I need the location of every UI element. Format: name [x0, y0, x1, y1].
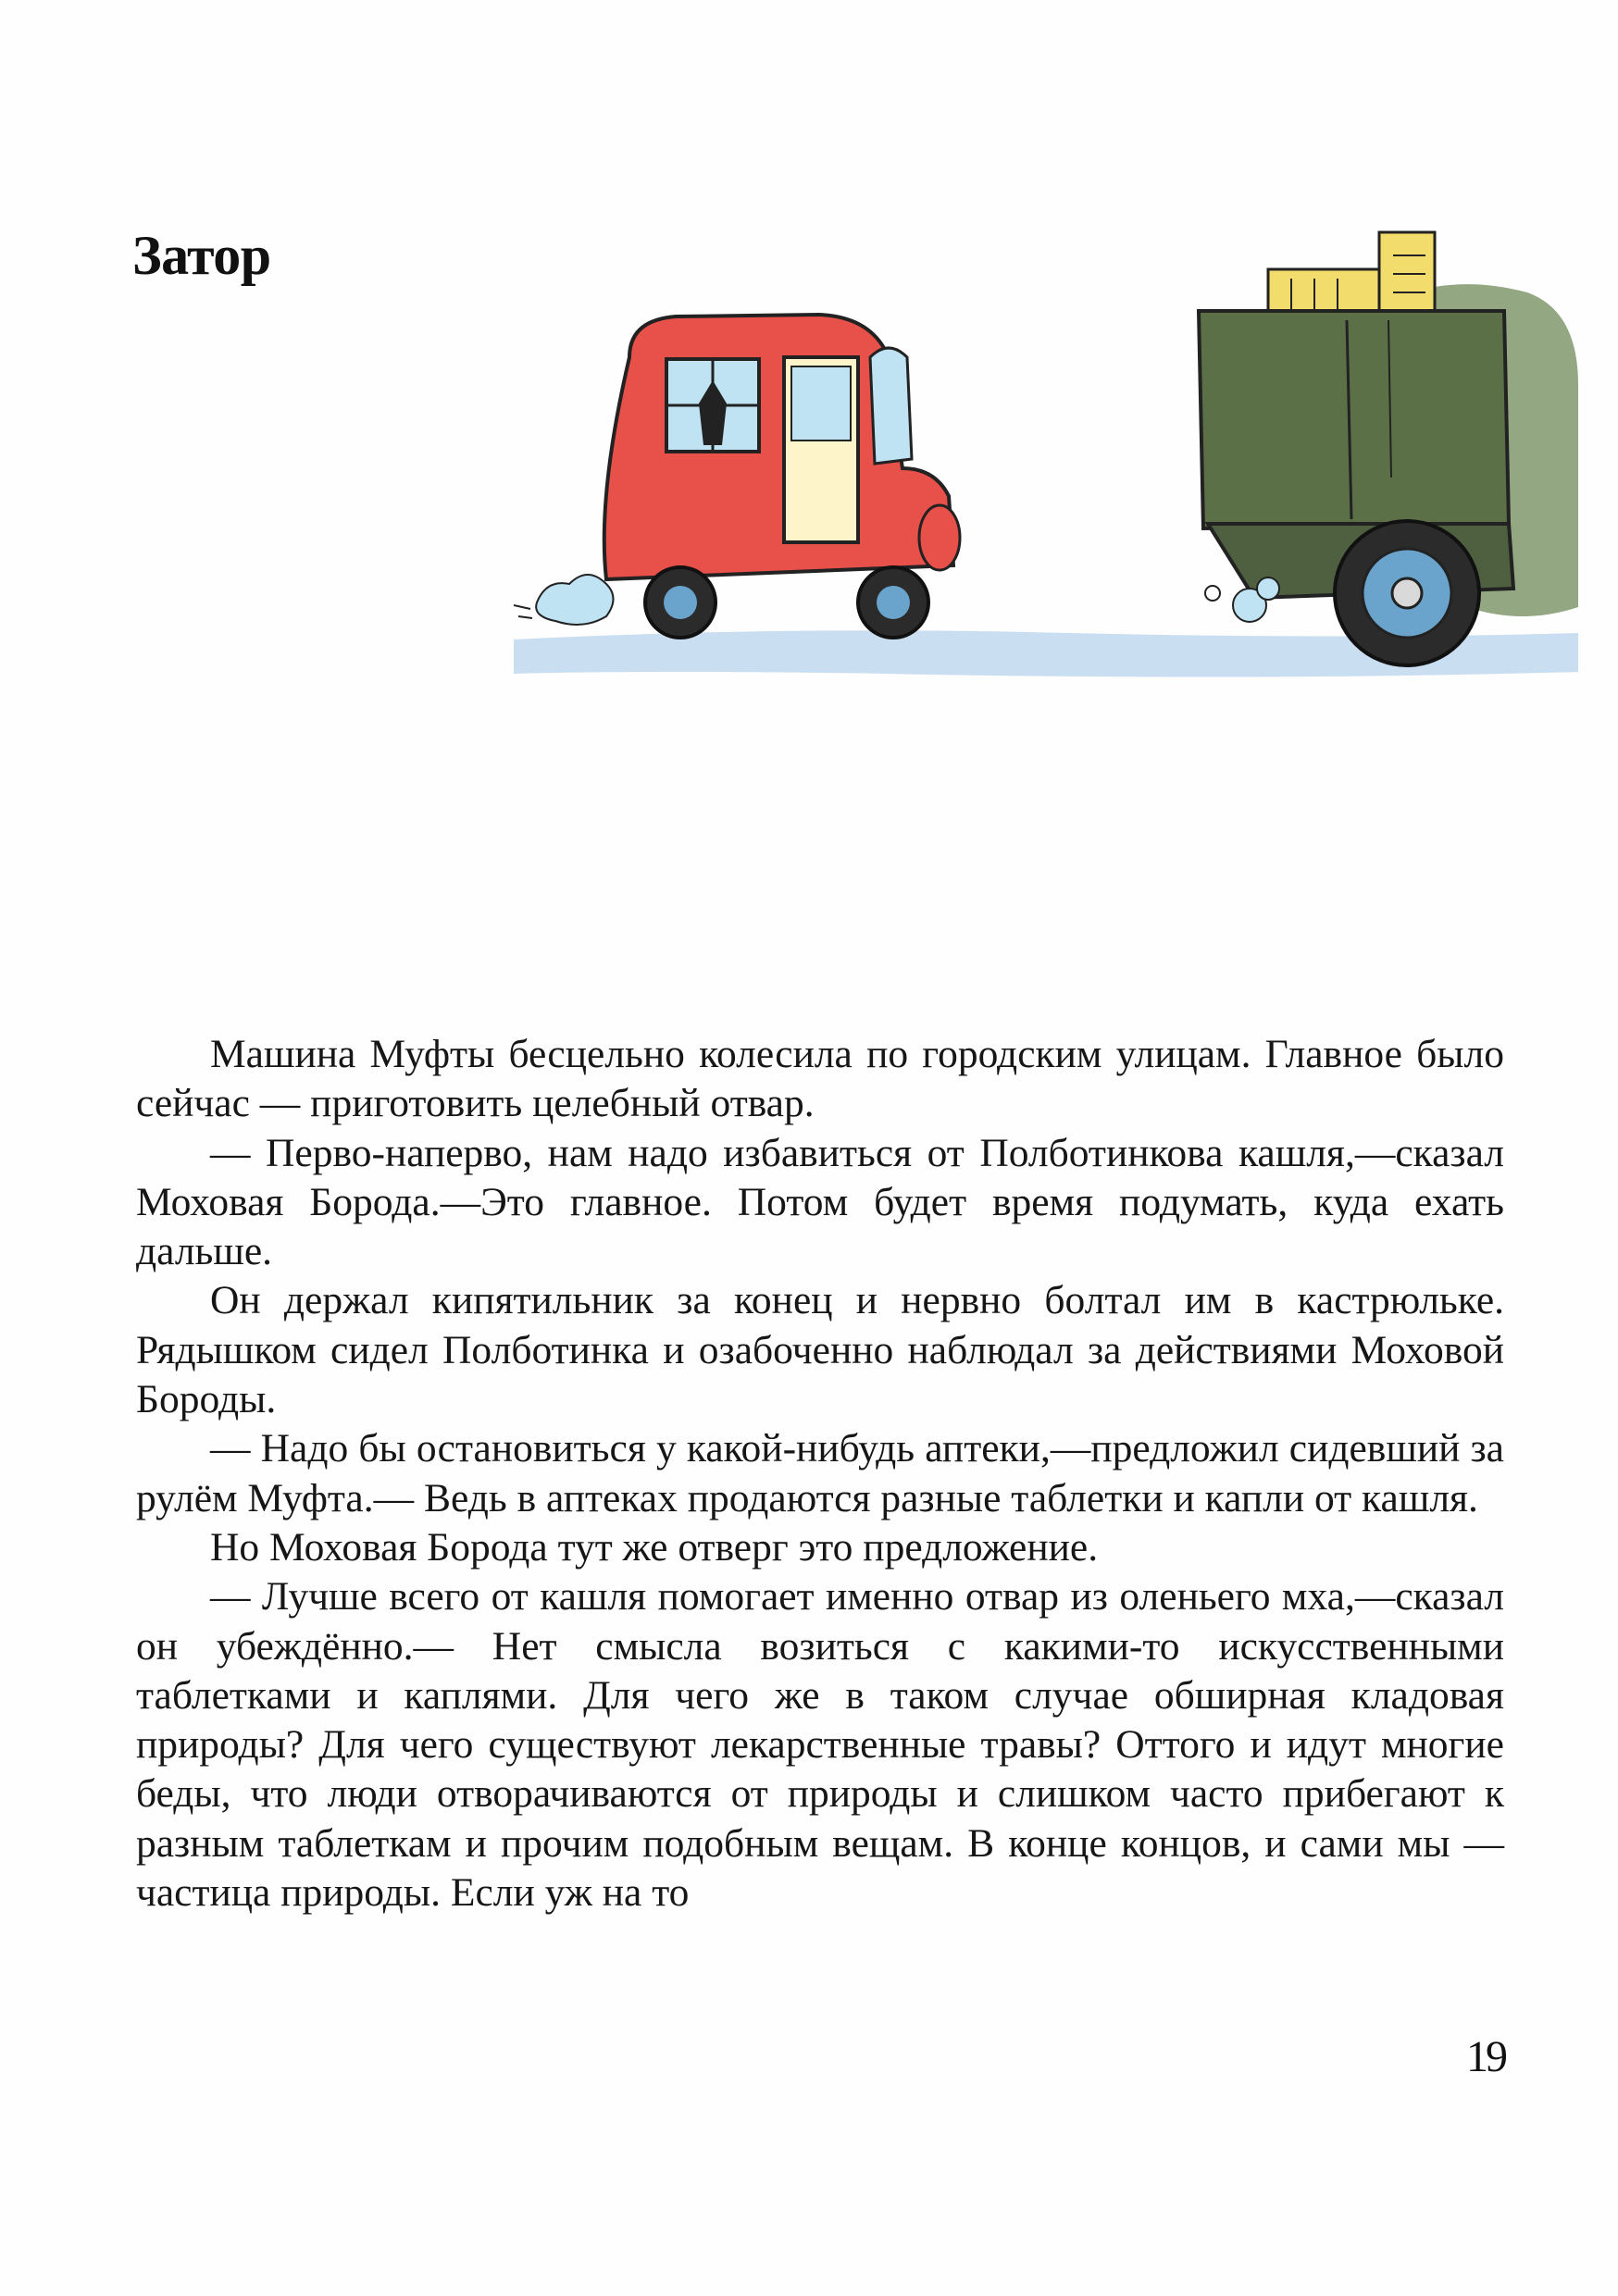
paragraph: Машина Муфты бесцельно колесила по городским улицам. Главное было сейчас — приготовить целебный отвар.	[136, 1032, 1504, 1126]
paragraph: Он держал кипятильник за конец и нервно болтал им в кастрюльке. Рядышком сидел Полботинка и озабоченно наблюдал за действиями Моховой Бороды.	[136, 1278, 1504, 1422]
paragraph: Но Моховая Борода тут же отверг это предложение.	[210, 1524, 1099, 1570]
paragraph: — Лучше всего от кашля помогает именно отвар из оленьего мха,—сказал он убеждённо.— Нет смысла возиться с какими-то искусственными таблетками и каплями. Для чего же в таком случае обширная кладовая природы? Для чего существуют лекарственные травы? Оттого и идут многие беды, что люди отворачиваются от природы и слишком часто прибегают к разным таблеткам и прочим подобным вещам. В конце концов, и сами мы — частица природы. Если уж на то	[136, 1574, 1504, 1916]
paragraph: — Надо бы остановиться у какой-нибудь аптеки,—предложил сидевший за рулём Муфта.— Ведь в аптеках продаются разные таблетки и капли от кашля.	[136, 1426, 1504, 1520]
page-number: 19	[1466, 2032, 1505, 2081]
red-van	[514, 315, 960, 638]
chapter-title: Затор	[132, 225, 271, 286]
paragraph: — Перво-наперво, нам надо избавиться от Полботинкова кашля,—сказал Моховая Борода.—Это главное. Потом будет время подумать, куда ехать дальше.	[136, 1130, 1504, 1274]
truck	[1199, 311, 1513, 665]
truck-crate	[1268, 232, 1435, 320]
illustration-van-and-truck	[514, 218, 1578, 700]
body-text	[136, 1030, 1504, 1917]
